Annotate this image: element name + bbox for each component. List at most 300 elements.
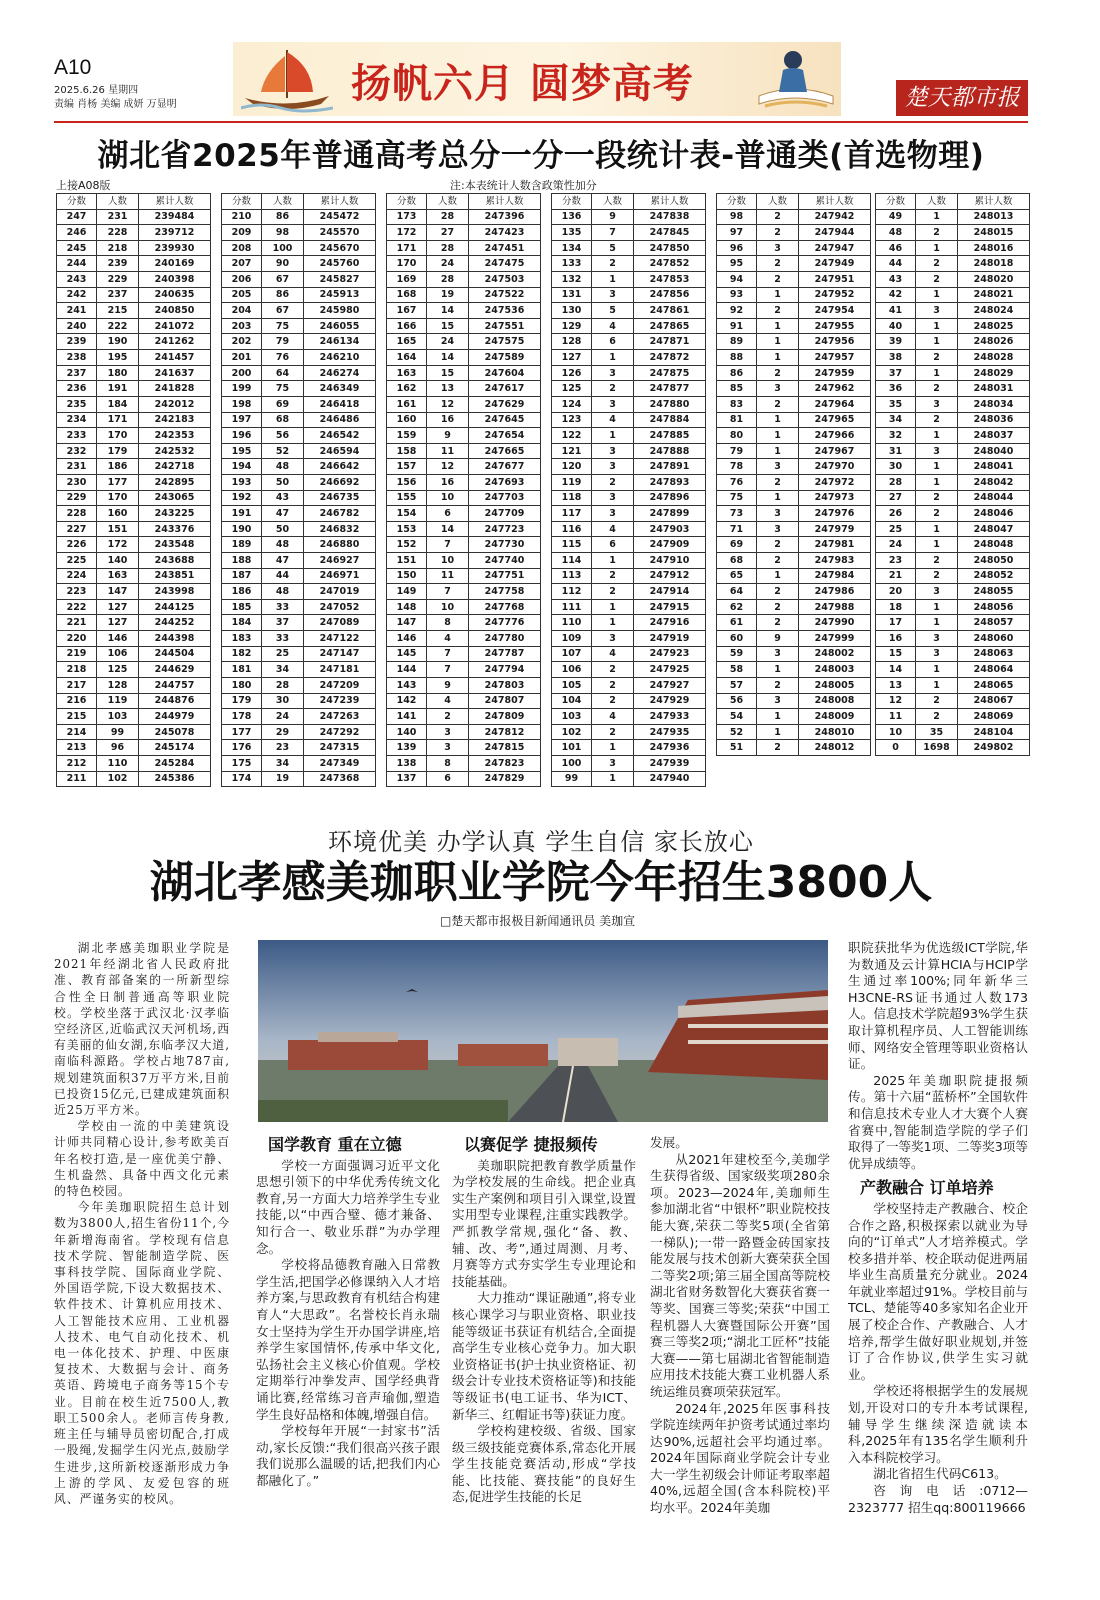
score-cell: 17 bbox=[876, 615, 916, 631]
cumulative-cell: 243065 bbox=[139, 490, 211, 506]
score-cell: 83 bbox=[717, 396, 757, 412]
score-cell: 89 bbox=[717, 334, 757, 350]
score-cell: 115 bbox=[552, 537, 592, 553]
article-paragraph: 湖北省招生代码C613。 bbox=[873, 1466, 1007, 1482]
count-cell: 24 bbox=[427, 256, 469, 272]
score-cell: 188 bbox=[222, 553, 262, 569]
score-cell: 229 bbox=[57, 490, 97, 506]
cumulative-cell: 248042 bbox=[958, 474, 1030, 490]
table-row bbox=[717, 537, 871, 553]
count-cell: 2 bbox=[757, 615, 799, 631]
score-cell: 94 bbox=[717, 272, 757, 288]
score-cell: 164 bbox=[387, 350, 427, 366]
count-cell: 35 bbox=[916, 724, 958, 740]
table-row bbox=[876, 459, 1030, 475]
table-row bbox=[57, 428, 211, 444]
cumulative-cell: 247903 bbox=[634, 521, 706, 537]
table-row bbox=[387, 396, 541, 412]
cumulative-cell: 248005 bbox=[799, 677, 871, 693]
count-cell: 67 bbox=[262, 303, 304, 319]
score-cell: 58 bbox=[717, 662, 757, 678]
table-row bbox=[222, 334, 376, 350]
table-row bbox=[717, 225, 871, 241]
cumulative-cell: 247988 bbox=[799, 599, 871, 615]
cumulative-cell: 240169 bbox=[139, 256, 211, 272]
table-row bbox=[387, 490, 541, 506]
cumulative-cell: 247957 bbox=[799, 350, 871, 366]
count-cell: 179 bbox=[97, 443, 139, 459]
cumulative-cell: 246832 bbox=[304, 521, 376, 537]
score-cell: 119 bbox=[552, 474, 592, 490]
cumulative-cell: 242012 bbox=[139, 396, 211, 412]
cumulative-cell: 247617 bbox=[469, 381, 541, 397]
issue-date: 2025.6.26 星期四 bbox=[54, 85, 139, 96]
count-cell: 2 bbox=[757, 553, 799, 569]
score-cell: 181 bbox=[222, 662, 262, 678]
cumulative-cell: 247923 bbox=[634, 646, 706, 662]
cumulative-cell: 247877 bbox=[634, 381, 706, 397]
count-cell: 24 bbox=[427, 334, 469, 350]
score-cell: 92 bbox=[717, 303, 757, 319]
section-banner bbox=[233, 42, 841, 116]
cumulative-cell: 248044 bbox=[958, 490, 1030, 506]
score-cell: 111 bbox=[552, 599, 592, 615]
count-cell: 28 bbox=[262, 677, 304, 693]
table-row bbox=[717, 724, 871, 740]
table-row bbox=[222, 256, 376, 272]
score-cell: 159 bbox=[387, 428, 427, 444]
score-cell: 160 bbox=[387, 412, 427, 428]
score-cell: 197 bbox=[222, 412, 262, 428]
cumulative-cell: 247794 bbox=[469, 662, 541, 678]
count-cell: 90 bbox=[262, 256, 304, 272]
count-cell: 56 bbox=[262, 428, 304, 444]
count-cell: 16 bbox=[427, 474, 469, 490]
table-row bbox=[222, 584, 376, 600]
table-row bbox=[717, 428, 871, 444]
table-row bbox=[222, 677, 376, 693]
count-cell: 231 bbox=[97, 209, 139, 225]
score-cell: 100 bbox=[552, 755, 592, 771]
score-cell: 30 bbox=[876, 459, 916, 475]
cumulative-cell: 247970 bbox=[799, 459, 871, 475]
cumulative-cell: 247787 bbox=[469, 646, 541, 662]
page-number: A10 bbox=[54, 56, 92, 79]
cumulative-cell: 247915 bbox=[634, 599, 706, 615]
count-cell: 19 bbox=[262, 771, 304, 787]
table-row bbox=[552, 272, 706, 288]
count-cell: 4 bbox=[592, 646, 634, 662]
cumulative-cell: 248050 bbox=[958, 553, 1030, 569]
table-header-cell: 人数 bbox=[757, 194, 799, 210]
cumulative-cell: 248104 bbox=[958, 724, 1030, 740]
count-cell: 29 bbox=[262, 724, 304, 740]
score-cell: 42 bbox=[876, 287, 916, 303]
count-cell: 228 bbox=[97, 225, 139, 241]
cumulative-cell: 245913 bbox=[304, 287, 376, 303]
count-cell: 47 bbox=[262, 553, 304, 569]
score-cell: 154 bbox=[387, 506, 427, 522]
cumulative-cell: 244629 bbox=[139, 662, 211, 678]
cumulative-cell: 245760 bbox=[304, 256, 376, 272]
count-cell: 3 bbox=[916, 443, 958, 459]
table-row bbox=[222, 272, 376, 288]
score-cell: 142 bbox=[387, 693, 427, 709]
table-row bbox=[876, 443, 1030, 459]
score-cell: 68 bbox=[717, 553, 757, 569]
table-header-cell: 分数 bbox=[387, 194, 427, 210]
count-cell: 1 bbox=[592, 553, 634, 569]
cumulative-cell: 242895 bbox=[139, 474, 211, 490]
count-cell: 110 bbox=[97, 755, 139, 771]
score-cell: 65 bbox=[717, 568, 757, 584]
section-heading: 产教融合 订单培养 bbox=[860, 1178, 994, 1198]
count-cell: 186 bbox=[97, 459, 139, 475]
table-row bbox=[387, 755, 541, 771]
cumulative-cell: 244252 bbox=[139, 615, 211, 631]
article-paragraph: 咨询电话:0712—2323777 招生qq:800119666 bbox=[848, 1483, 1028, 1515]
score-cell: 184 bbox=[222, 615, 262, 631]
cumulative-cell: 247909 bbox=[634, 537, 706, 553]
count-cell: 2 bbox=[916, 568, 958, 584]
cumulative-cell: 247292 bbox=[304, 724, 376, 740]
score-cell: 20 bbox=[876, 584, 916, 600]
count-cell: 190 bbox=[97, 334, 139, 350]
table-row bbox=[387, 724, 541, 740]
table-row bbox=[387, 287, 541, 303]
count-cell: 106 bbox=[97, 646, 139, 662]
score-cell: 31 bbox=[876, 443, 916, 459]
table-row bbox=[876, 693, 1030, 709]
cumulative-cell: 246134 bbox=[304, 334, 376, 350]
cumulative-cell: 247929 bbox=[634, 693, 706, 709]
count-cell: 170 bbox=[97, 490, 139, 506]
table-row bbox=[387, 365, 541, 381]
count-cell: 1 bbox=[757, 724, 799, 740]
table-header-cell: 人数 bbox=[97, 194, 139, 210]
count-cell: 2 bbox=[427, 709, 469, 725]
table-row bbox=[876, 303, 1030, 319]
score-cell: 131 bbox=[552, 287, 592, 303]
count-cell: 76 bbox=[262, 350, 304, 366]
cumulative-cell: 247966 bbox=[799, 428, 871, 444]
cumulative-cell: 247776 bbox=[469, 615, 541, 631]
table-row bbox=[552, 771, 706, 787]
table-row bbox=[387, 459, 541, 475]
table-row bbox=[387, 615, 541, 631]
score-cell: 247 bbox=[57, 209, 97, 225]
table-row bbox=[222, 615, 376, 631]
table-row bbox=[876, 568, 1030, 584]
cumulative-cell: 247809 bbox=[469, 709, 541, 725]
count-cell: 99 bbox=[97, 724, 139, 740]
score-cell: 213 bbox=[57, 740, 97, 756]
cumulative-cell: 247910 bbox=[634, 553, 706, 569]
count-cell: 151 bbox=[97, 521, 139, 537]
count-cell: 2 bbox=[757, 396, 799, 412]
table-row bbox=[552, 568, 706, 584]
count-cell: 4 bbox=[592, 318, 634, 334]
score-cell: 49 bbox=[876, 209, 916, 225]
cumulative-cell: 243998 bbox=[139, 584, 211, 600]
count-cell: 1 bbox=[757, 568, 799, 584]
count-cell: 12 bbox=[427, 459, 469, 475]
cumulative-cell: 247853 bbox=[634, 272, 706, 288]
cumulative-cell: 248013 bbox=[958, 209, 1030, 225]
score-cell: 204 bbox=[222, 303, 262, 319]
count-cell: 215 bbox=[97, 303, 139, 319]
cumulative-cell: 243376 bbox=[139, 521, 211, 537]
article-paragraph: 从2021年建校至今,美珈学生获得省级、国家级奖项280余项。2023—2024年,美珈师生参加湖北省“中银杯”职业院校技能大赛,荣获二等奖5项(全省第一梯队);一带一路暨金砖国家技能发展与技术创新大赛荣获全国二等奖2项;第三届全国高等院校湖北省财务数智化大赛获省赛一等奖、国赛三等奖;荣获“中国工程机器人大赛暨国际公开赛”国赛三等奖2项;“湖北工匠杯”技能大赛——第七届湖北省智能制造应用技术技能大赛工业机器人系统运维员赛项荣获冠军。 bbox=[650, 1151, 830, 1399]
table-row bbox=[387, 209, 541, 225]
cumulative-cell: 239712 bbox=[139, 225, 211, 241]
cumulative-cell: 247019 bbox=[304, 584, 376, 600]
cumulative-cell: 248002 bbox=[799, 646, 871, 662]
campus-photo-illustration bbox=[258, 940, 828, 1122]
count-cell: 79 bbox=[262, 334, 304, 350]
table-row bbox=[717, 287, 871, 303]
cumulative-cell: 247730 bbox=[469, 537, 541, 553]
cumulative-cell: 248065 bbox=[958, 677, 1030, 693]
count-cell: 2 bbox=[916, 381, 958, 397]
table-row bbox=[717, 272, 871, 288]
cumulative-cell: 247052 bbox=[304, 599, 376, 615]
score-cell: 18 bbox=[876, 599, 916, 615]
table-row bbox=[717, 584, 871, 600]
score-cell: 189 bbox=[222, 537, 262, 553]
score-cell: 218 bbox=[57, 662, 97, 678]
article-paragraph: 发展。 bbox=[650, 1135, 688, 1150]
count-cell: 1 bbox=[916, 240, 958, 256]
count-cell: 3 bbox=[757, 521, 799, 537]
count-cell: 3 bbox=[757, 693, 799, 709]
cumulative-cell: 247589 bbox=[469, 350, 541, 366]
cumulative-cell: 248047 bbox=[958, 521, 1030, 537]
table-row bbox=[876, 256, 1030, 272]
count-cell: 191 bbox=[97, 381, 139, 397]
count-cell: 43 bbox=[262, 490, 304, 506]
cumulative-cell: 248060 bbox=[958, 631, 1030, 647]
cumulative-cell: 247962 bbox=[799, 381, 871, 397]
cumulative-cell: 247852 bbox=[634, 256, 706, 272]
table-row bbox=[552, 365, 706, 381]
count-cell: 1 bbox=[757, 443, 799, 459]
count-cell: 9 bbox=[592, 209, 634, 225]
table-row bbox=[876, 272, 1030, 288]
table-row bbox=[876, 537, 1030, 553]
count-cell: 1 bbox=[757, 428, 799, 444]
count-cell: 14 bbox=[427, 303, 469, 319]
table-row bbox=[222, 521, 376, 537]
cumulative-cell: 247645 bbox=[469, 412, 541, 428]
cumulative-cell: 247959 bbox=[799, 365, 871, 381]
count-cell: 30 bbox=[262, 693, 304, 709]
count-cell: 2 bbox=[757, 209, 799, 225]
table-row bbox=[876, 677, 1030, 693]
score-cell: 0 bbox=[876, 740, 916, 756]
table-row bbox=[57, 506, 211, 522]
cumulative-cell: 246642 bbox=[304, 459, 376, 475]
table-row bbox=[222, 474, 376, 490]
score-cell: 124 bbox=[552, 396, 592, 412]
count-cell: 3 bbox=[427, 724, 469, 740]
table-row bbox=[222, 412, 376, 428]
count-cell: 4 bbox=[592, 521, 634, 537]
cumulative-cell: 247349 bbox=[304, 755, 376, 771]
score-cell: 133 bbox=[552, 256, 592, 272]
count-cell: 3 bbox=[916, 646, 958, 662]
article-paragraph: 学校一方面强调习近平文化思想引领下的中华优秀传统文化教育,另一方面大力培养学生专业技能,以“中西合璧、德才兼备、知行合一、敬业乐群”为办学理念。 bbox=[256, 1157, 440, 1256]
table-row bbox=[222, 724, 376, 740]
score-cell: 101 bbox=[552, 740, 592, 756]
score-cell: 123 bbox=[552, 412, 592, 428]
table-row bbox=[552, 740, 706, 756]
count-cell: 4 bbox=[427, 631, 469, 647]
score-cell: 134 bbox=[552, 240, 592, 256]
cumulative-cell: 240850 bbox=[139, 303, 211, 319]
table-row bbox=[876, 631, 1030, 647]
count-cell: 3 bbox=[757, 506, 799, 522]
cumulative-cell: 247914 bbox=[634, 584, 706, 600]
score-cell: 220 bbox=[57, 631, 97, 647]
cumulative-cell: 247916 bbox=[634, 615, 706, 631]
article-byline: □楚天都市报极目新闻通讯员 美珈宣 bbox=[440, 914, 636, 928]
score-cell: 128 bbox=[552, 334, 592, 350]
count-cell: 1 bbox=[592, 599, 634, 615]
cumulative-cell: 247815 bbox=[469, 740, 541, 756]
table-row bbox=[57, 709, 211, 725]
cumulative-cell: 248020 bbox=[958, 272, 1030, 288]
cumulative-cell: 240398 bbox=[139, 272, 211, 288]
cumulative-cell: 244398 bbox=[139, 631, 211, 647]
table-header-row bbox=[717, 194, 871, 210]
count-cell: 11 bbox=[427, 443, 469, 459]
count-cell: 6 bbox=[427, 506, 469, 522]
table-row bbox=[387, 334, 541, 350]
table-row bbox=[717, 443, 871, 459]
count-cell: 1 bbox=[757, 662, 799, 678]
table-header-row bbox=[57, 194, 211, 210]
table-row bbox=[552, 615, 706, 631]
table-row bbox=[876, 318, 1030, 334]
cumulative-cell: 247181 bbox=[304, 662, 376, 678]
count-cell: 9 bbox=[757, 631, 799, 647]
score-cell: 196 bbox=[222, 428, 262, 444]
score-cell: 144 bbox=[387, 662, 427, 678]
count-cell: 3 bbox=[592, 396, 634, 412]
score-cell: 59 bbox=[717, 646, 757, 662]
table-row bbox=[717, 209, 871, 225]
count-cell: 50 bbox=[262, 474, 304, 490]
count-cell: 52 bbox=[262, 443, 304, 459]
cumulative-cell: 247947 bbox=[799, 240, 871, 256]
count-cell: 2 bbox=[592, 724, 634, 740]
score-cell: 121 bbox=[552, 443, 592, 459]
table-row bbox=[717, 365, 871, 381]
score-cell: 97 bbox=[717, 225, 757, 241]
count-cell: 146 bbox=[97, 631, 139, 647]
table-header-row bbox=[222, 194, 376, 210]
article-paragraph: 学校由一流的中美建筑设计师共同精心设计,参考欧美百年名校打造,是一座优美宁静、生机盎然、具备中西文化元素的特色校园。 bbox=[54, 1119, 230, 1199]
score-cell: 200 bbox=[222, 365, 262, 381]
count-cell: 1 bbox=[916, 428, 958, 444]
newspaper-logo: 楚天都市报 bbox=[896, 80, 1028, 116]
count-cell: 2 bbox=[757, 272, 799, 288]
table-row bbox=[876, 428, 1030, 444]
count-cell: 10 bbox=[427, 553, 469, 569]
table-row bbox=[387, 443, 541, 459]
table-row bbox=[717, 646, 871, 662]
table-row bbox=[552, 646, 706, 662]
count-cell: 6 bbox=[427, 771, 469, 787]
cumulative-cell: 247964 bbox=[799, 396, 871, 412]
score-cell: 130 bbox=[552, 303, 592, 319]
table-row bbox=[222, 350, 376, 366]
score-cell: 114 bbox=[552, 553, 592, 569]
score-cell: 13 bbox=[876, 677, 916, 693]
count-cell: 2 bbox=[592, 256, 634, 272]
count-cell: 1698 bbox=[916, 740, 958, 756]
score-cell: 201 bbox=[222, 350, 262, 366]
table-row bbox=[876, 365, 1030, 381]
cumulative-cell: 248034 bbox=[958, 396, 1030, 412]
cumulative-cell: 245980 bbox=[304, 303, 376, 319]
table-row bbox=[717, 318, 871, 334]
table-row bbox=[57, 443, 211, 459]
cumulative-cell: 245386 bbox=[139, 771, 211, 787]
score-cell: 226 bbox=[57, 537, 97, 553]
count-cell: 177 bbox=[97, 474, 139, 490]
score-cell: 191 bbox=[222, 506, 262, 522]
count-cell: 239 bbox=[97, 256, 139, 272]
table-row bbox=[552, 537, 706, 553]
article-column-3 bbox=[452, 1135, 636, 1506]
count-cell: 2 bbox=[916, 350, 958, 366]
count-cell: 1 bbox=[916, 599, 958, 615]
score-cell: 143 bbox=[387, 677, 427, 693]
count-cell: 1 bbox=[592, 428, 634, 444]
table-row bbox=[876, 724, 1030, 740]
score-cell: 51 bbox=[717, 740, 757, 756]
cumulative-cell: 248031 bbox=[958, 381, 1030, 397]
cumulative-cell: 244504 bbox=[139, 646, 211, 662]
cumulative-cell: 246274 bbox=[304, 365, 376, 381]
table-row bbox=[222, 303, 376, 319]
score-cell: 192 bbox=[222, 490, 262, 506]
score-cell: 48 bbox=[876, 225, 916, 241]
score-cell: 21 bbox=[876, 568, 916, 584]
table-row bbox=[57, 584, 211, 600]
editors: 责编 肖杨 美编 成妍 万显明 bbox=[54, 99, 177, 110]
score-cell: 169 bbox=[387, 272, 427, 288]
cumulative-cell: 247723 bbox=[469, 521, 541, 537]
score-cell: 237 bbox=[57, 365, 97, 381]
table-row bbox=[57, 225, 211, 241]
score-cell: 219 bbox=[57, 646, 97, 662]
score-cell: 236 bbox=[57, 381, 97, 397]
table-row bbox=[717, 740, 871, 756]
article-column-2 bbox=[256, 1135, 440, 1489]
cumulative-cell: 248036 bbox=[958, 412, 1030, 428]
cumulative-cell: 247979 bbox=[799, 521, 871, 537]
score-cell: 243 bbox=[57, 272, 97, 288]
count-cell: 2 bbox=[757, 225, 799, 241]
count-cell: 7 bbox=[427, 584, 469, 600]
count-cell: 69 bbox=[262, 396, 304, 412]
table-row bbox=[717, 350, 871, 366]
score-cell: 27 bbox=[876, 490, 916, 506]
score-cell: 185 bbox=[222, 599, 262, 615]
